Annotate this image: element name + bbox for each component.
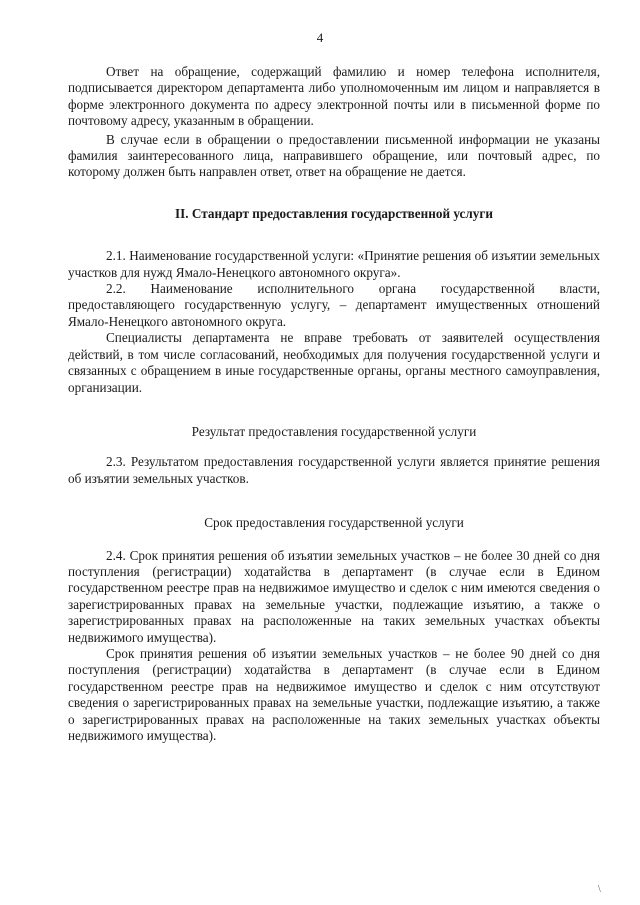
page-number: 4	[316, 30, 324, 45]
subheading-result: Результат предоставления государственной услуги	[191, 423, 477, 439]
paragraph-2-1: 2.1. Наименование государственной услуги: «Принятие решения об изъятии земельных участков для нужд Ямало-Ненецкого автономного округа».	[68, 248, 600, 280]
paragraph-term-90-days: Срок принятия решения об изъятии земельных участков – не более 90 дней со дня поступления (регистрации) ходатайства в департамент (в случае если в Едином государственном реестре прав на недвижимое имущество и сделок с ним отсутствуют сведения о зарегистрированных правах на земельные участки, подлежащие изъятию, а также о зарегистрированных правах на расположенные на таких земельных участках объекты недвижимого имущества).	[68, 645, 600, 743]
paragraph-2-2: 2.2. Наименование исполнительного органа государственной власти, предоставляющего государственную услугу, – департамент имущественных отношений Ямало-Ненецкого автономного округа.	[68, 281, 600, 329]
paragraph-response-signing: Ответ на обращение, содержащий фамилию и номер телефона исполнителя, подписывается директором департамента либо уполномоченным им лицом и направляется в форме электронного документа по адресу электронной почты или в письменной форме по почтовому адресу, указанным в обращении.	[68, 64, 600, 129]
paragraph-specialists: Специалисты департамента не вправе требовать от заявителей осуществления действий, в том числе согласований, необходимых для получения государственной услуги и связанных с обращением в иные государственные органы, органы местного самоуправления, организации.	[68, 330, 600, 395]
document-body	[68, 64, 600, 744]
corner-mark: \	[598, 884, 601, 895]
subheading-term: Срок предоставления государственной услуги	[204, 515, 464, 531]
paragraph-2-4: 2.4. Срок принятия решения об изъятии земельных участков – не более 30 дней со дня поступления (регистрации) ходатайства в департамент (в случае если в Едином государственном реестре прав на недвижимое имущество и сделок с ним имеются сведения о зарегистрированных правах на земельные участки, подлежащие изъятию, а также о зарегистрированных правах на расположенные на таких земельных участках объекты недвижимого имущества).	[68, 547, 600, 645]
section-title: II. Стандарт предоставления государственной услуги	[175, 205, 493, 221]
paragraph-no-answer: В случае если в обращении о предоставлении письменной информации не указаны фамилия заинтересованного лица, направившего обращение, или почтовый адрес, по которому должен быть направлен ответ, ответ на обращение не дается.	[68, 131, 600, 180]
paragraph-2-3: 2.3. Результатом предоставления государственной услуги является принятие решения об изъятии земельных участков.	[68, 454, 600, 486]
